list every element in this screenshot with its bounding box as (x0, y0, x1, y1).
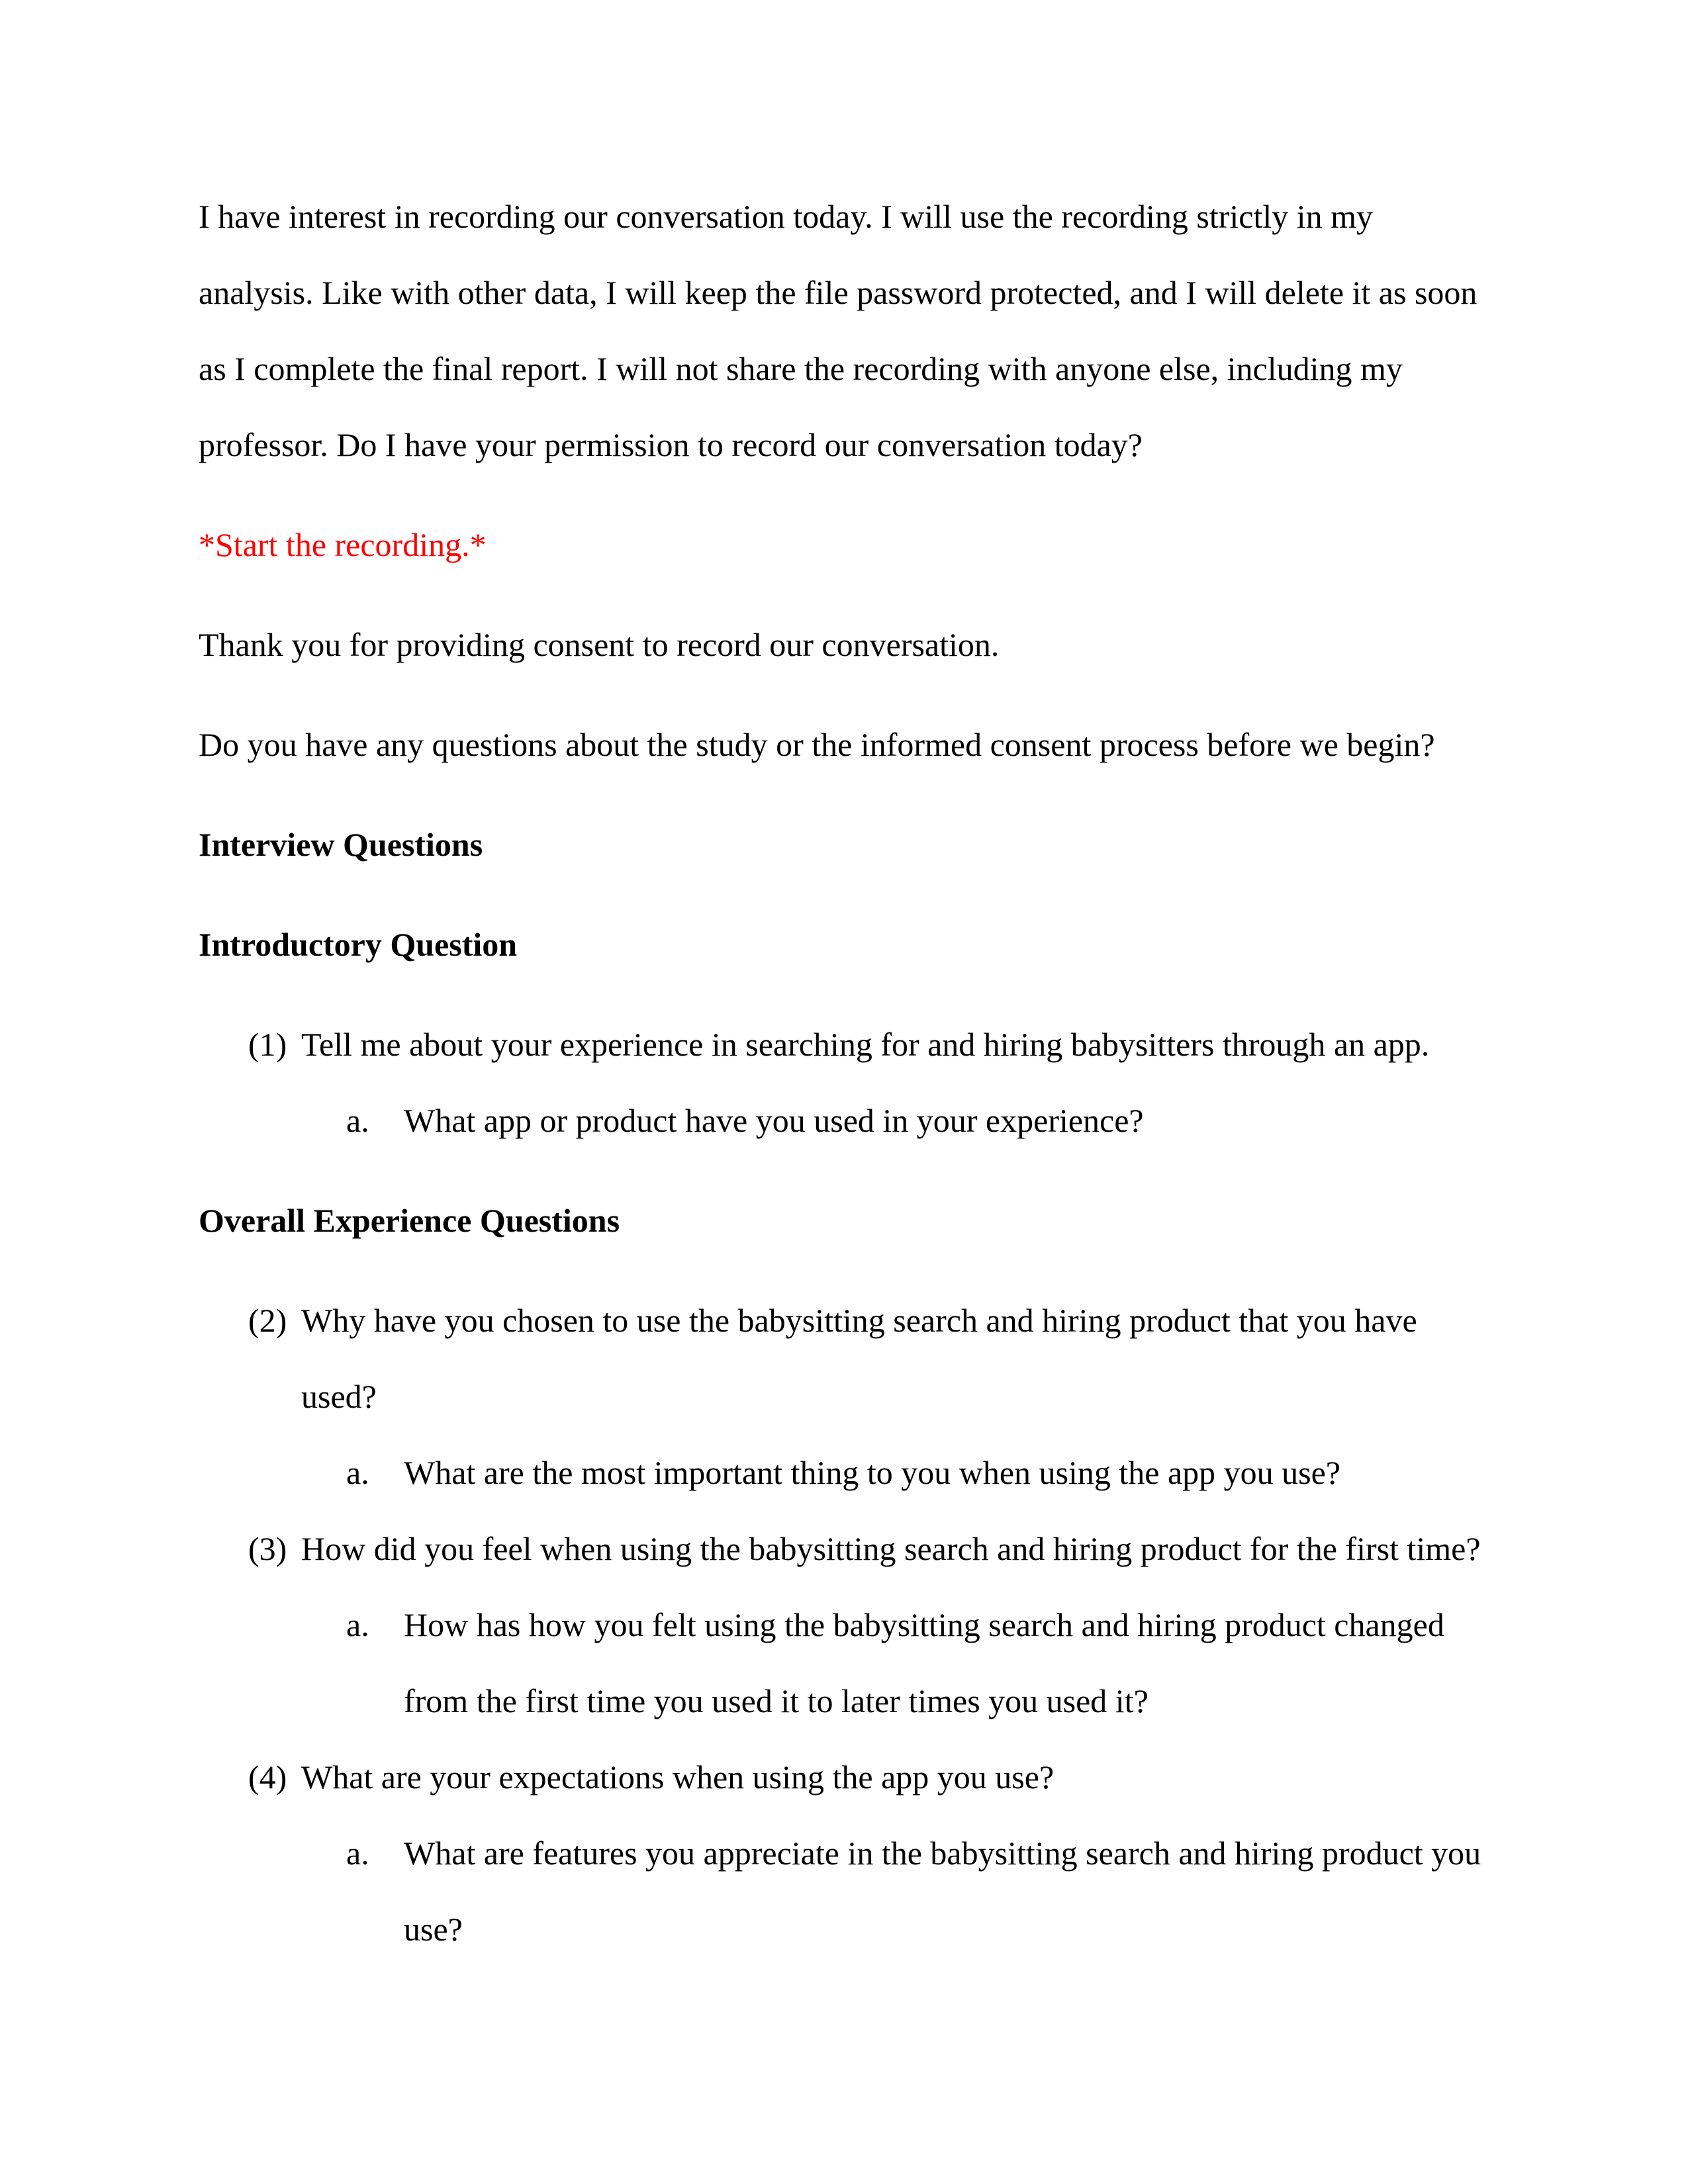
sub-question-1a-label: a. (346, 1102, 369, 1139)
question-1-number: (1) (248, 1026, 287, 1063)
question-2-number: (2) (248, 1302, 287, 1339)
heading-overall-experience-text: Overall Experience Questions (199, 1202, 620, 1239)
paragraph-thanks (199, 607, 1489, 683)
sub-question-4a-text-line-2: use? (404, 1911, 463, 1948)
question-item-3 (199, 1511, 1489, 1587)
sub-question-3a-label: a. (346, 1606, 369, 1643)
question-3-number: (3) (248, 1530, 287, 1567)
question-item-1 (199, 1007, 1489, 1083)
heading-introductory-question (199, 907, 1489, 983)
consent-line-1: I have interest in recording our conversation today. I will use the recording strictly in my (199, 198, 1374, 235)
question-3-text: How did you feel when using the babysitting search and hiring product for the first time? (301, 1530, 1481, 1567)
heading-overall-experience (199, 1183, 1489, 1259)
sub-question-item-2a (199, 1435, 1489, 1511)
question-list-introductory (199, 1007, 1489, 1159)
consent-line-2: analysis. Like with other data, I will keep the file password protected, and I will delete it as soon (199, 274, 1477, 311)
question-4-text: What are your expectations when using the app you use? (301, 1758, 1055, 1796)
sub-question-4a-label: a. (346, 1835, 369, 1872)
sub-question-3a-text-line-2: from the first time you used it to later times you used it? (404, 1682, 1149, 1719)
consent-line-4: professor. Do I have your permission to record our conversation today? (199, 426, 1143, 463)
paragraph-start-recording (199, 507, 1489, 583)
heading-interview-questions-text: Interview Questions (199, 826, 483, 863)
question-2-text-line-2: used? (301, 1378, 377, 1415)
sub-question-item-3a (199, 1587, 1489, 1663)
thanks-text: Thank you for providing consent to record our conversation. (199, 626, 1000, 663)
heading-interview-questions (199, 807, 1489, 883)
paragraph-any-questions (199, 707, 1489, 783)
sub-question-1a-text: What app or product have you used in your experience? (404, 1102, 1144, 1139)
sub-question-item-4a (199, 1815, 1489, 1891)
sub-question-item-3a-continuation (199, 1663, 1489, 1739)
sub-question-item-4a-continuation (199, 1891, 1489, 1968)
consent-line-3: as I complete the final report. I will not share the recording with anyone else, including my (199, 350, 1403, 387)
question-list-overall-experience (199, 1283, 1489, 1968)
start-recording-text: *Start the recording.* (199, 526, 487, 563)
sub-question-2a-text: What are the most important thing to you when using the app you use? (404, 1454, 1340, 1491)
sub-question-2a-label: a. (346, 1454, 369, 1491)
sub-question-item-1a (199, 1083, 1489, 1159)
question-1-text: Tell me about your experience in searching for and hiring babysitters through an app. (301, 1026, 1430, 1063)
heading-introductory-question-text: Introductory Question (199, 926, 518, 963)
sub-question-4a-text-line-1: What are features you appreciate in the babysitting search and hiring product you (404, 1835, 1481, 1872)
paragraph-consent (199, 179, 1489, 483)
question-item-2 (199, 1283, 1489, 1359)
question-2-text-line-1: Why have you chosen to use the babysitting search and hiring product that you have (301, 1302, 1417, 1339)
question-item-2-continuation (199, 1359, 1489, 1435)
question-item-4 (199, 1739, 1489, 1815)
question-4-number: (4) (248, 1758, 287, 1796)
any-questions-text: Do you have any questions about the study or the informed consent process before we begin? (199, 726, 1435, 763)
sub-question-3a-text-line-1: How has how you felt using the babysitting search and hiring product changed (404, 1606, 1444, 1643)
